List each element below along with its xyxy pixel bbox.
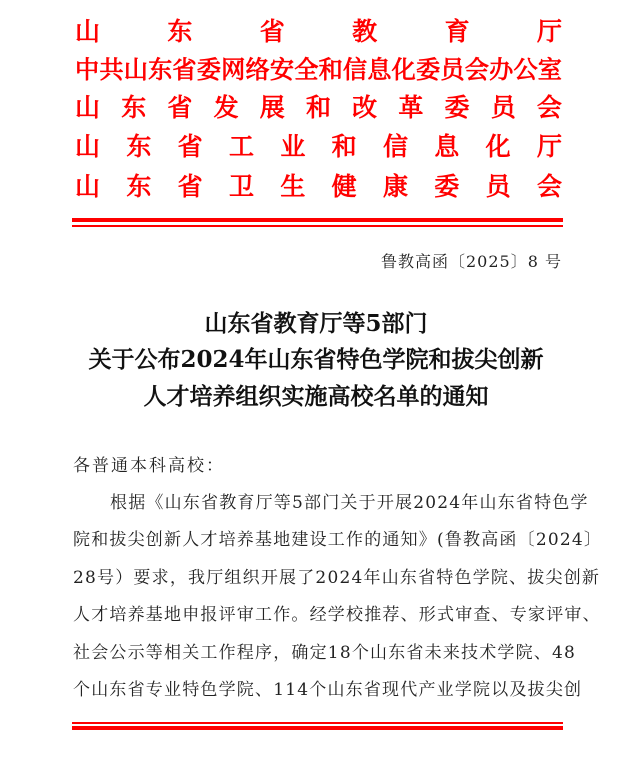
title-line-1: 山东省教育厅等5部门 [204, 310, 428, 337]
header-char: 卫 [228, 172, 254, 201]
header-char: 信 [382, 132, 408, 161]
header-char: 健 [331, 172, 357, 201]
header-char: 和 [305, 93, 331, 122]
header-char: 委 [434, 172, 460, 201]
header-char: 生 [280, 172, 306, 201]
body-line: 根据《山东省教育厅等5部门关于开展2024年山东省特色学 [110, 493, 589, 513]
header-char: 员 [490, 93, 516, 122]
header-char: 委 [444, 93, 470, 122]
header-char: 厅 [536, 132, 562, 161]
header-char: 教 [352, 17, 378, 46]
header-char: 山 [75, 172, 101, 201]
header-char: 息 [434, 132, 460, 161]
header-text: 中共山东省委网络安全和信息化委员会办公室 [75, 55, 562, 84]
header-char: 发 [213, 93, 239, 122]
header-char: 省 [177, 132, 203, 161]
header-char: 山 [75, 132, 101, 161]
header-char: 康 [382, 172, 408, 201]
title-line-3: 人才培养组织实施高校名单的通知 [143, 383, 489, 410]
header-char: 革 [398, 93, 424, 122]
header-char: 改 [352, 93, 378, 122]
agency-education-department [75, 17, 562, 47]
body-line: 个山东省专业特色学院、114个山东省现代产业学院以及拔尖创 [73, 680, 583, 700]
header-char: 山 [75, 93, 101, 122]
body-line: 人才培养基地申报评审工作。经学校推荐、形式审查、专家评审、 [73, 605, 601, 625]
agency-health-commission [75, 172, 562, 202]
agency-development-reform-commission [75, 93, 562, 123]
header-char: 会 [536, 172, 562, 201]
title-line-2: 关于公布2024年山东省特色学院和拔尖创新 [88, 346, 544, 373]
footer-divider-thick [72, 726, 563, 730]
body-line: 28号）要求，我厅组织开展了2024年山东省特色学院、拔尖创新 [73, 568, 601, 588]
header-char: 省 [167, 93, 193, 122]
header-char: 化 [485, 132, 511, 161]
header-char: 业 [280, 132, 306, 161]
body-line: 院和拔尖创新人才培养基地建设工作的通知》(鲁教高函〔2024〕 [73, 530, 603, 550]
salutation: 各普通本科高校： [73, 456, 225, 476]
header-char: 会 [536, 93, 562, 122]
header-divider-thin [72, 225, 563, 227]
header-char: 工 [228, 132, 254, 161]
footer-divider-thin [72, 722, 563, 724]
header-char: 厅 [536, 17, 562, 46]
header-char: 东 [167, 17, 193, 46]
header-char: 东 [126, 132, 152, 161]
header-divider-thick [72, 218, 563, 222]
header-char: 省 [259, 17, 285, 46]
header-char: 山 [75, 17, 101, 46]
agency-industry-it-department [75, 132, 562, 162]
header-char: 育 [444, 17, 470, 46]
header-char: 和 [331, 132, 357, 161]
header-char: 东 [121, 93, 147, 122]
body-line: 社会公示等相关工作程序，确定18个山东省未来技术学院、48 [73, 643, 577, 663]
header-char: 东 [126, 172, 152, 201]
header-char: 员 [485, 172, 511, 201]
document-number: 鲁教高函〔2025〕8 号 [381, 252, 562, 271]
header-char: 省 [177, 172, 203, 201]
agency-cyberspace-office [75, 55, 562, 85]
header-char: 展 [259, 93, 285, 122]
